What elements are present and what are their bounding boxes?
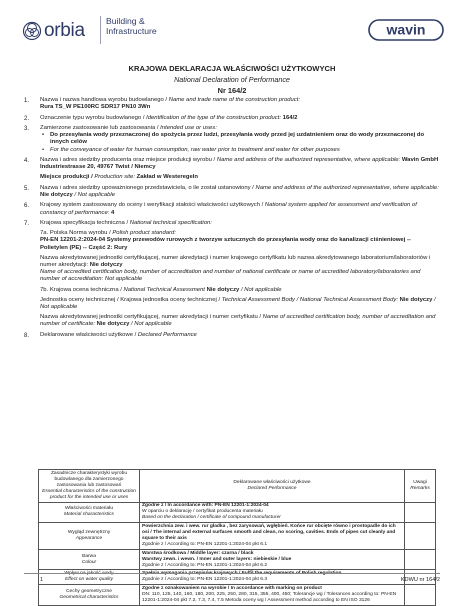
manufacturer-address: Wavin GmbH Industriestrasse 20, 49767 Twist / Niemcy bbox=[40, 156, 439, 171]
characteristic-cell: Wygląd zewnętrzny Appearance bbox=[39, 523, 140, 550]
cert-number-text-pl: Nazwa akredytowanej jednostki certyfikującej, numer akredytacji i numer certyfikatu / bbox=[40, 314, 263, 321]
table-row bbox=[39, 523, 436, 550]
table-body bbox=[39, 502, 436, 605]
page-number: 1 bbox=[40, 577, 44, 583]
production-site-label-pl: Miejsce produkcji / bbox=[40, 174, 95, 181]
performance-line: Powierzchnia zew. i wew. rur gładka , bez zarysowań, wgłębień. Końce rur obcięte równo i prostopadle do ich osi / The internal and external surfaces smooth and clean, no scoring, cavities. Ends of pipes cut cleanly and square to their axis bbox=[142, 523, 396, 541]
product-name: Rura TS_W PE100RC SDR17 PN10 3Wn bbox=[40, 104, 151, 111]
technical-assessment-label-pl: 7b. Krajowa ocena techniczna / bbox=[40, 286, 124, 293]
polish-standard-label-pl: 7a. Polska Norma wyrobu / bbox=[40, 230, 113, 237]
item-number: 1. bbox=[24, 98, 30, 104]
performance-line: W oparciu o deklarację / certyfikat producenta materiału bbox=[142, 509, 263, 515]
item-7 bbox=[24, 220, 440, 329]
item-5 bbox=[24, 185, 440, 199]
cert-body-value-en: Not applicable bbox=[104, 276, 143, 283]
item-label-pl: Nazwa i adres siedziby producenta oraz miejsce produkcji wyrobu / bbox=[40, 156, 217, 163]
building-infrastructure-label bbox=[106, 16, 157, 36]
orbia-logo bbox=[22, 20, 98, 42]
performance-line: Warstwy zewn. i wewn. / Inner and outer layers: niebieskie / blue bbox=[142, 556, 292, 562]
cert-body-value-pl: Nie dotyczy bbox=[89, 261, 123, 268]
item-label-en: National technical specification: bbox=[129, 219, 212, 226]
wavin-logo-icon bbox=[368, 19, 444, 41]
footer-divider bbox=[24, 573, 440, 574]
remarks-cell bbox=[405, 523, 436, 550]
item-8 bbox=[24, 332, 440, 339]
logo-divider bbox=[100, 16, 101, 44]
wavin-logo bbox=[368, 19, 444, 41]
performance-cell bbox=[140, 523, 405, 550]
performance-cell bbox=[140, 584, 405, 605]
item-label-pl: Krajowy system zastosowany do oceny i weryfikacji stałości właściwości użytkowych / bbox=[40, 202, 265, 209]
item-number: 6. bbox=[24, 203, 30, 210]
item-2 bbox=[24, 115, 440, 122]
item-label-en: Intended use or uses: bbox=[160, 124, 217, 131]
table-header-row bbox=[39, 470, 436, 503]
item-label-pl: Nazwa i nazwa handlowa wyrobu budowlanego / bbox=[40, 97, 169, 103]
item-4 bbox=[24, 157, 440, 182]
cert-body-text-pl: Nazwa akredytowanej jednostki certyfikującej, numer akredytacji i numer krajowego certyfikatu lub nazwa akredytowanego laboratorium/laboratoriów i numer akredytacji: bbox=[40, 254, 431, 268]
representative-value-en: / Not applicable bbox=[72, 191, 115, 198]
header-declared-performance: Deklarowane właściwości użytkowe Declared Performance bbox=[140, 470, 405, 503]
item-label-pl: Oznaczenie typu wyrobu budowlanego / bbox=[40, 114, 147, 121]
item-label-pl: Krajowa specyfikacja techniczna / bbox=[40, 219, 130, 226]
performance-line: Zgodnie z / According to: PN-EN 12201-1:2024-04 pkt 6.1 bbox=[142, 541, 268, 547]
performance-line: Zgodne z / In accordance with: PN-EN 12201-1:2024-04 bbox=[142, 503, 269, 509]
technical-assessment-value-en: / Not applicable bbox=[239, 286, 282, 293]
wavin-logo-text: wavin bbox=[386, 21, 426, 38]
item-number: 3. bbox=[24, 125, 30, 132]
table-row bbox=[39, 502, 436, 523]
header-essential-characteristics: Zasadnicze charakterystyki wyrobu budowlanego dla zamierzonego zastosowania lub zastosowań Essential characteristics of the construction product for the intended use or uses bbox=[39, 470, 140, 503]
intended-use-en: • For the conveyance of water for human consumption, raw water prior to treatment and water for other purposes bbox=[40, 147, 440, 154]
performance-line: Zgodnie z / According to: PN-EN 12201-1:2024-04 pkt 6.3 bbox=[142, 577, 268, 583]
performance-cell bbox=[140, 549, 405, 570]
declared-performance-table bbox=[38, 469, 436, 606]
production-site-label-en: Production site: bbox=[94, 174, 135, 181]
performance-line: Zgodne z oznakowaniem na wyrobie / In accordance with marking on product bbox=[142, 585, 322, 591]
performance-line: DN: 110, 125, 140, 160, 180, 200, 225, 250, 280, 315, 355, 400, 450; Tolerancje wg / Tolerances according to: PN-EN 12201-1:2024-04 pkt 7.2, 7.3, 7.4, 7.5 Metoda oceny wg / Assessment method according to EN ISO 3126 bbox=[142, 591, 397, 603]
orbia-logo-text: orbia bbox=[44, 20, 85, 41]
item-number: 7. bbox=[24, 220, 30, 227]
item-number: 8. bbox=[24, 332, 30, 339]
item-label-pl: Zamierzone zastosowanie lub zastosowania / bbox=[40, 124, 161, 131]
item-label-pl: Deklarowane właściwości użytkowe / bbox=[40, 331, 138, 338]
characteristic-cell: Właściwości materiału Material characteristics bbox=[39, 502, 140, 523]
performance-line: Warstwa środkowa / Middle layer: czarna / black bbox=[142, 550, 254, 556]
cert-number-text-en: Name of accredited certification body, number of accreditation and number of certificate: bbox=[40, 314, 436, 328]
item-label-en: Declared Performance bbox=[137, 331, 197, 338]
table-row bbox=[39, 584, 436, 605]
item-3 bbox=[24, 125, 440, 154]
assessment-body-text-pl: Jednostka oceny technicznej / Krajowa jednostka oceny technicznej / bbox=[40, 296, 222, 303]
avcp-system-value: 4 bbox=[109, 209, 115, 216]
table-row bbox=[39, 549, 436, 570]
orbia-circles-icon bbox=[22, 21, 42, 41]
technical-assessment-value: Nie dotyczy bbox=[204, 286, 240, 293]
cert-number-value-en: / Not applicable bbox=[129, 321, 172, 328]
assessment-body-value: Nie dotyczy bbox=[398, 296, 433, 303]
item-number: 4. bbox=[24, 157, 30, 164]
item-label-en: Name and address of the authorized representative, where applicable: bbox=[216, 156, 401, 163]
item-number: 5. bbox=[24, 185, 30, 192]
performance-line: Based on the declaration / certificate of compound manufacturer bbox=[142, 515, 281, 521]
polish-standard-label-en: Polish product standard: bbox=[112, 230, 176, 237]
document-title: KRAJOWA DEKLARACJA WŁAŚCIWOŚCI UŻYTKOWYCH bbox=[128, 64, 336, 73]
header bbox=[0, 0, 464, 58]
performance-line: Zgodnie z / According to: PN-EN 12201-1:2024-04 pkt 6.2 bbox=[142, 562, 268, 568]
item-label-en: National system applied for assessment and verification of constancy of performance: bbox=[40, 202, 417, 216]
production-site-value: Zakład w Westeregeln bbox=[134, 174, 199, 181]
cert-number-value: Nie dotyczy bbox=[95, 321, 130, 328]
header-remarks: Uwagi Remarks bbox=[405, 470, 436, 503]
characteristic-cell: Barwa Colour bbox=[39, 549, 140, 570]
document-number: Nr 164/2 bbox=[217, 86, 247, 95]
item-label-en: Identification of the type of the construction product: bbox=[146, 114, 282, 121]
representative-value: Nie dotyczy bbox=[40, 191, 73, 198]
cert-body-text-en: Name of accredited certification body, number of accreditation and number of national certificate or name of accredited laboratory/laboratories and number of accreditation: bbox=[40, 269, 421, 283]
item-1 bbox=[24, 97, 440, 111]
characteristic-cell: Wpływ na jakość wody Effect on water quality bbox=[39, 570, 140, 585]
product-type-id: 164/2 bbox=[281, 114, 298, 121]
remarks-cell bbox=[405, 549, 436, 570]
item-number: 2. bbox=[24, 115, 30, 122]
bi-line1: Building & bbox=[106, 16, 145, 26]
remarks-cell bbox=[405, 584, 436, 605]
item-label-en: Name and address of the authorized representative, where applicable: bbox=[255, 184, 439, 191]
polish-standard-value: PN-EN 12201-2:2024-04 Systemy przewodów rurowych z tworzyw sztucznych do przesyłania wody oraz do kanalizacji ciśnieniowej -- Polietylen (PE) -- Część 2: Rury bbox=[40, 237, 411, 251]
intended-use-pl: • Do przesyłania wody przeznaczonej do spożycia przez ludzi, przesyłania wody przed jej uzdatnieniem oraz do wody przeznaczonej do innych celów bbox=[40, 132, 440, 146]
document-reference: KDWU nr 164/2 bbox=[400, 577, 440, 583]
item-label-en: Name and trade name of the construction product: bbox=[168, 97, 301, 103]
bi-line2: Infrastructure bbox=[106, 26, 157, 36]
performance-line: Spełnia wymagania przepisów krajowych / Fulfil the requirements of Polish regulation bbox=[142, 571, 342, 577]
item-6 bbox=[24, 202, 440, 216]
item-label-pl: Nazwa i adres siedziby upoważnionego przedstawiciela, o ile został ustanowiony / bbox=[40, 184, 256, 191]
document-subtitle: National Declaration of Performance bbox=[174, 75, 290, 84]
performance-cell bbox=[140, 502, 405, 523]
remarks-cell bbox=[405, 502, 436, 523]
declaration-content bbox=[24, 97, 440, 342]
technical-assessment-label-en: National Technical Assessment bbox=[123, 286, 205, 293]
assessment-body-text-en: Technical Assessment Body / National Technical Assessment Body: bbox=[221, 296, 398, 303]
assessment-body-value-en: / Not applicable bbox=[40, 296, 436, 310]
characteristic-cell: Cechy geometryczne Geometrical characteristics bbox=[39, 584, 140, 605]
